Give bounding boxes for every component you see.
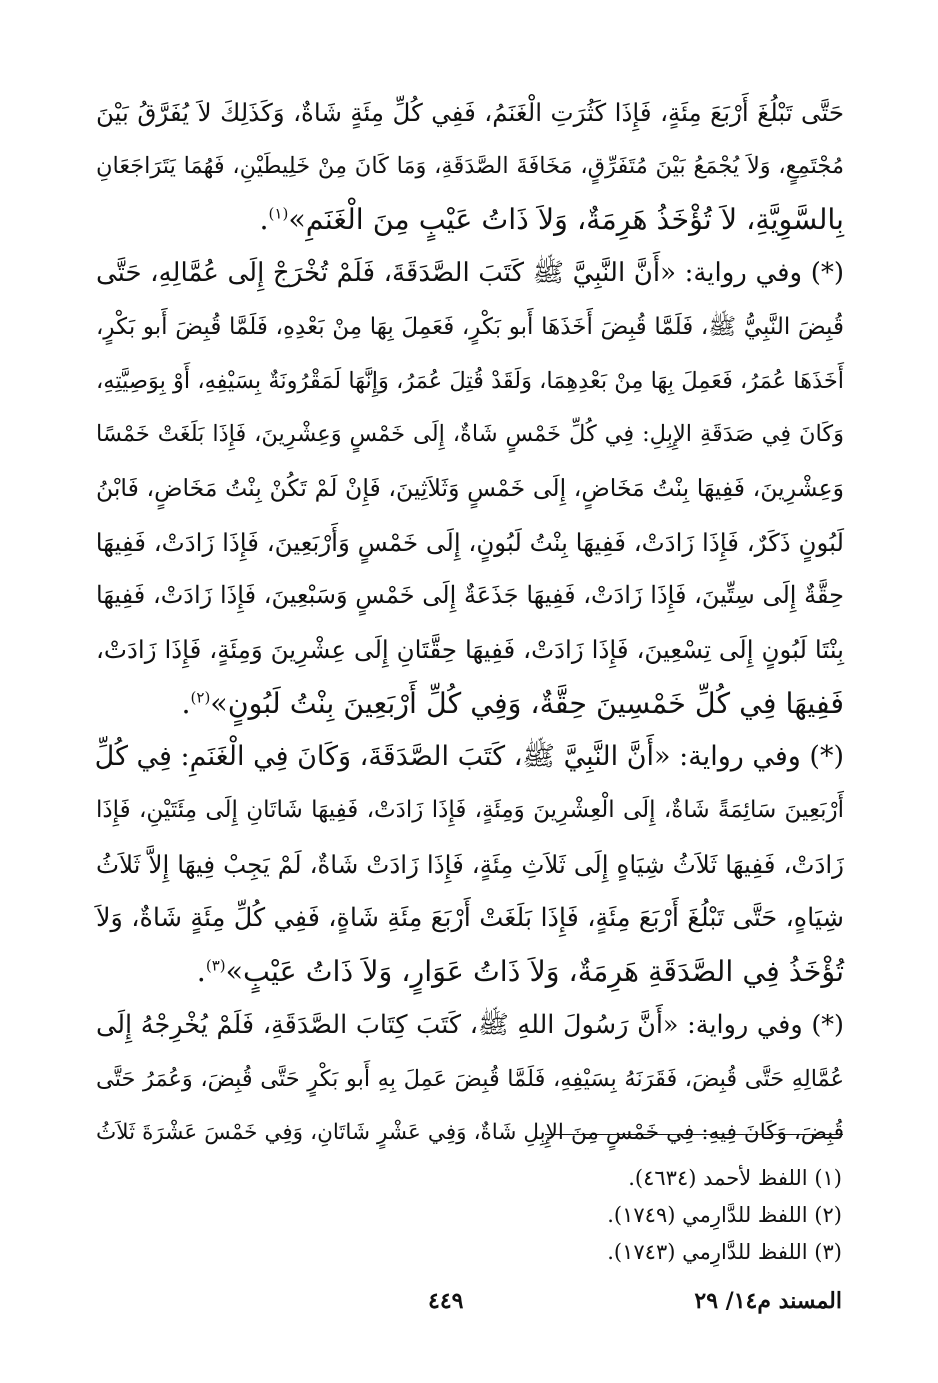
sentence-end: . — [259, 203, 269, 237]
text-line: مُجْتَمِعٍ، وَلاَ يُجْمَعُ بَيْنَ مُتَفَرِّقٍ، مَخَافَةَ الصَّدَقَةِ، وَمَا كَانَ مِنْ خَلِيطَيْنِ، فَهُمَا يَتَرَاجَعَانِ — [96, 152, 844, 179]
text-line: وَعِشْرِينَ، فَفِيهَا بِنْتُ مَخَاضٍ، إِلَى خَمْسٍ وَثَلاَثِينَ، فَإِنْ لَمْ تَكُنْ بِنْتُ مَخَاضٍ، فَابْنُ — [96, 473, 844, 502]
text-line — [96, 193, 844, 247]
footnote-ref-3[interactable]: (٣) — [205, 956, 226, 975]
text-line: (*) وفي رواية: «أَنَّ النَّبِيَّ ﷺ كَتَبَ الصَّدَقَةَ، فَلَمْ تُخْرَجْ إِلَى عُمَّالِهِ، حَتَّى — [96, 258, 844, 289]
text-line: عُمَّالِهِ حَتَّى قُبِضَ، فَقَرَنَهُ بِسَيْفِهِ، فَلَمَّا قُبِضَ عَمِلَ بِهِ أَبو بَكْرٍ حَتَّى قُبِضَ، وَعُمَرُ حَتَّى — [96, 1065, 844, 1092]
text-line: حِقَّةٌ إِلَى سِتِّينَ، فَإِذَا زَادَتْ، فَفِيهَا جَذَعَةٌ إِلَى خَمْسٍ وَسَبْعِينَ، فَإِذَا زَادَتْ، فَفِيهَا — [96, 581, 844, 610]
footnote-divider — [545, 1134, 843, 1135]
text-line: قُبِضَ النَّبِيُّ ﷺ، فَلَمَّا قُبِضَ أَخَذَهَا أَبو بَكْرٍ، فَعَمِلَ بِهَا مِنْ بَعْدِهِ، فَلَمَّا قُبِضَ أَبو بَكْرٍ، — [96, 313, 844, 340]
sentence-end: . — [181, 686, 191, 720]
signature-mark: المسند م١٤/ ٢٩ — [694, 1288, 842, 1314]
text-line: حَتَّى تَبْلُغَ أَرْبَعَ مِئَةٍ، فَإِذَا كَثُرَتِ الْغَنَمُ، فَفِي كُلِّ مِئَةٍ شَاةٌ، وَكَذَلِكَ لاَ يُفَرَّقُ بَيْنَ — [96, 98, 844, 127]
text-line: أَرْبَعِينَ سَائِمَةً شَاةٌ، إِلَى الْعِشْرِينَ وَمِئَةٍ، فَإِذَا زَادَتْ، فَفِيهَا شَاتَانِ إِلَى مِئَتَيْنِ، فَإِذَا — [96, 797, 844, 824]
footnote-2: (٢) اللفظ للدَّارِمي (١٧٤٩). — [607, 1203, 842, 1227]
text-line-content: فَفِيهَا فِي كُلِّ خَمْسِينَ حِقَّةٌ، وَفِي كُلِّ أَرْبَعِينَ بِنْتُ لَبُونٍ» — [210, 686, 844, 720]
text-line: أَخَذَهَا عُمَرُ، فَعَمِلَ بِهَا مِنْ بَعْدِهِمَا، وَلَقَدْ قُتِلَ عُمَرُ، وَإِنَّهَا لَمَقْرُونَةٌ بِسَيْفِهِ، أَوْ بِوَصِيَّتِهِ، — [96, 367, 844, 394]
paragraph-2 — [96, 247, 844, 730]
text-line — [96, 945, 844, 999]
text-line: لَبُونٍ ذَكَرٌ، فَإِذَا زَادَتْ، فَفِيهَا بِنْتُ لَبُونٍ، إِلَى خَمْسٍ وَأَرْبَعِينَ، فَإِذَا زَادَتْ، فَفِيهَا — [95, 527, 844, 557]
page-number: ٤٤٩ — [428, 1288, 464, 1314]
text-line — [96, 677, 844, 731]
text-line: (*) وفي رواية: «أَنَّ رَسُولَ اللهِ ﷺ، كَتَبَ كِتَابَ الصَّدَقَةِ، فَلَمْ يُخْرِجْهُ إِلَى — [96, 1009, 844, 1040]
text-line: وَكَانَ فِي صَدَقَةِ الإِبِلِ: فِي كُلِّ خَمْسٍ شَاةٌ، إِلَى خَمْسٍ وَعِشْرِينَ، فَإِذَا بَلَغَتْ خَمْسًا — [96, 421, 844, 448]
text-line-content: بِالسَّوِيَّةِ، لاَ تُؤْخَذُ هَرِمَةٌ، وَلاَ ذَاتُ عَيْبٍ مِنَ الْغَنَمِ» — [288, 203, 844, 237]
text-line: قُبِضَ، وَكَانَ فِيهِ: فِي خَمْسٍ مِنَ الإِبِلِ شَاةٌ، وَفِي عَشْرٍ شَاتَانِ، وَفِي خَمْسَ عَشْرَةَ ثَلاَثُ — [96, 1120, 844, 1146]
page-body — [96, 86, 844, 1146]
footnote-ref-2[interactable]: (٢) — [190, 688, 211, 707]
text-line: بِنْتَا لَبُونٍ إِلَى تِسْعِينَ، فَإِذَا زَادَتْ، فَفِيهَا حِقَّتَانِ إِلَى عِشْرِينَ وَمِئَةٍ، فَإِذَا زَادَتْ، — [96, 635, 844, 665]
paragraph-4 — [96, 999, 844, 1160]
footnotes — [607, 1160, 842, 1271]
text-line: زَادَتْ، فَفِيهَا ثَلاَثُ شِيَاهٍ إِلَى ثَلاَثِ مِئَةٍ، فَإِذَا زَادَتْ شَاةٌ، لَمْ يَجِبْ فِيهَا إِلاَّ ثَلاَثُ — [96, 849, 844, 879]
text-line-content: تُؤْخَذُ فِي الصَّدَقَةِ هَرِمَةٌ، وَلاَ ذَاتُ عَوَارٍ، وَلاَ ذَاتُ عَيْبٍ» — [225, 955, 844, 989]
text-line: شِيَاهٍ، حَتَّى تَبْلُغَ أَرْبَعَ مِئَةٍ، فَإِذَا بَلَغَتْ أَرْبَعَ مِئَةِ شَاةٍ، فَفِي كُلِّ مِئَةٍ شَاةٌ، وَلاَ — [96, 902, 844, 933]
sentence-end: . — [196, 955, 206, 989]
footnote-ref-1[interactable]: (١) — [268, 204, 289, 223]
text-line: (*) وفي رواية: «أَنَّ النَّبِيَّ ﷺ، كَتَبَ الصَّدَقَةَ، وَكَانَ فِي الْغَنَمِ: فِي كُلِّ — [94, 741, 844, 773]
footnote-3: (٣) اللفظ للدَّارِمي (١٧٤٣). — [607, 1240, 842, 1264]
paragraph-3 — [96, 730, 844, 999]
paragraph-1 — [96, 86, 844, 247]
footnote-1: (١) اللفظ لأحمد (٤٦٣٤). — [628, 1166, 842, 1190]
